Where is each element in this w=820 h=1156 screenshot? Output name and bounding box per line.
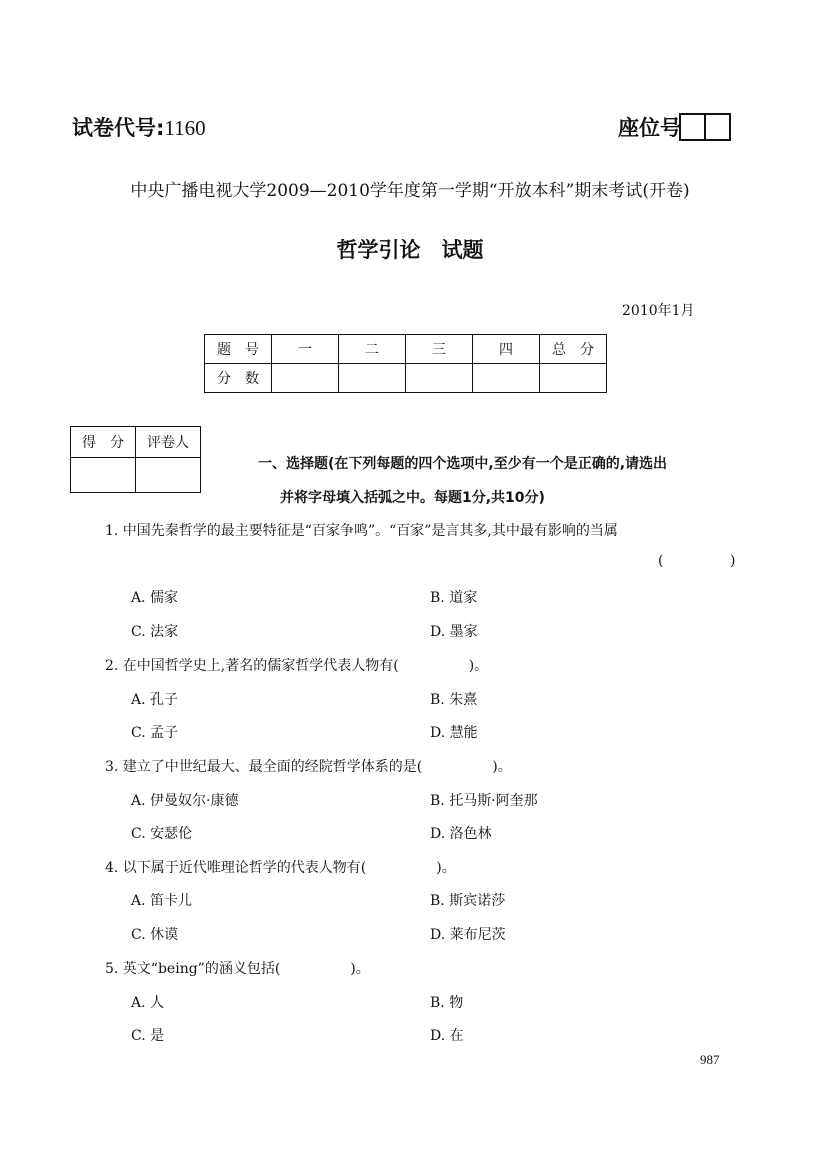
question-3-stem: 3. 建立了中世纪最大、最全面的经院哲学体系的是( )。 [105, 759, 512, 775]
score-header-cell: 总 分 [540, 335, 607, 364]
q2-option-a: A. 孔子 [131, 692, 179, 708]
seat-label: 座位号 [618, 116, 681, 140]
page-number: 987 [700, 1052, 720, 1067]
score-cell[interactable] [272, 364, 339, 393]
question-5-stem: 5. 英文“being”的涵义包括( )。 [105, 961, 370, 977]
paper-code-label: 试卷代号: [72, 116, 165, 140]
subject-title: 哲学引论 试题 [336, 238, 484, 262]
q1-option-d: D. 墨家 [430, 624, 478, 640]
question-4-stem: 4. 以下属于近代唯理论哲学的代表人物有( )。 [105, 860, 456, 876]
score-table-value-row [205, 364, 607, 393]
q3-option-a: A. 伊曼奴尔·康德 [131, 793, 239, 809]
question-2-stem: 2. 在中国哲学史上,著名的儒家哲学代表人物有( )。 [105, 658, 489, 674]
q5-option-b: B. 物 [430, 995, 464, 1011]
score-cell[interactable] [339, 364, 406, 393]
score-cell[interactable] [540, 364, 607, 393]
paper-code-number: 1160 [164, 116, 206, 140]
exam-date: 2010年1月 [622, 303, 695, 319]
answer-paren-open: ( [658, 553, 664, 569]
seat-number [618, 112, 731, 142]
score-cell[interactable] [473, 364, 540, 393]
score-header-cell: 三 [406, 335, 473, 364]
section1-title-line1: 一、选择题(在下列每题的四个选项中,至少有一个是正确的,请选出 [258, 456, 668, 472]
q4-option-a: A. 笛卡儿 [131, 893, 193, 909]
answer-paren-close: ) [730, 553, 736, 569]
q3-option-c: C. 安瑟伦 [131, 826, 193, 842]
q4-option-c: C. 休谟 [131, 927, 179, 943]
paper-code [72, 112, 206, 142]
section1-title-line2: 并将字母填入括弧之中。每题1分,共10分) [280, 490, 545, 506]
grader-header-score: 得 分 [71, 427, 136, 458]
grader-name-cell[interactable] [136, 458, 201, 493]
q2-option-d: D. 慧能 [430, 725, 478, 741]
q4-option-d: D. 莱布尼茨 [430, 927, 506, 943]
seat-box-2[interactable] [704, 113, 731, 141]
score-table [204, 334, 607, 393]
exam-title: 中央广播电视大学2009—2010学年度第一学期“开放本科”期末考试(开卷) [130, 181, 690, 201]
q1-option-c: C. 法家 [131, 624, 179, 640]
grader-score-cell[interactable] [71, 458, 136, 493]
q1-option-a: A. 儒家 [131, 590, 179, 606]
score-header-cell: 题 号 [205, 335, 272, 364]
q2-option-c: C. 孟子 [131, 725, 179, 741]
score-table-header-row [205, 335, 607, 364]
seat-box-1[interactable] [679, 113, 706, 141]
q3-option-d: D. 洛色林 [430, 826, 492, 842]
score-header-cell: 一 [272, 335, 339, 364]
grader-header-grader: 评卷人 [136, 427, 201, 458]
score-header-cell: 四 [473, 335, 540, 364]
score-cell[interactable] [406, 364, 473, 393]
q2-option-b: B. 朱熹 [430, 692, 478, 708]
q1-option-b: B. 道家 [430, 590, 478, 606]
q5-option-d: D. 在 [430, 1028, 464, 1044]
grader-table [70, 426, 201, 493]
score-header-cell: 二 [339, 335, 406, 364]
score-row-label: 分 数 [205, 364, 272, 393]
q5-option-a: A. 人 [131, 995, 165, 1011]
q3-option-b: B. 托马斯·阿奎那 [430, 793, 538, 809]
q5-option-c: C. 是 [131, 1028, 165, 1044]
question-1-stem: 1. 中国先秦哲学的最主要特征是“百家争鸣”。“百家”是言其多,其中最有影响的当属 [105, 523, 618, 539]
q4-option-b: B. 斯宾诺莎 [430, 893, 506, 909]
